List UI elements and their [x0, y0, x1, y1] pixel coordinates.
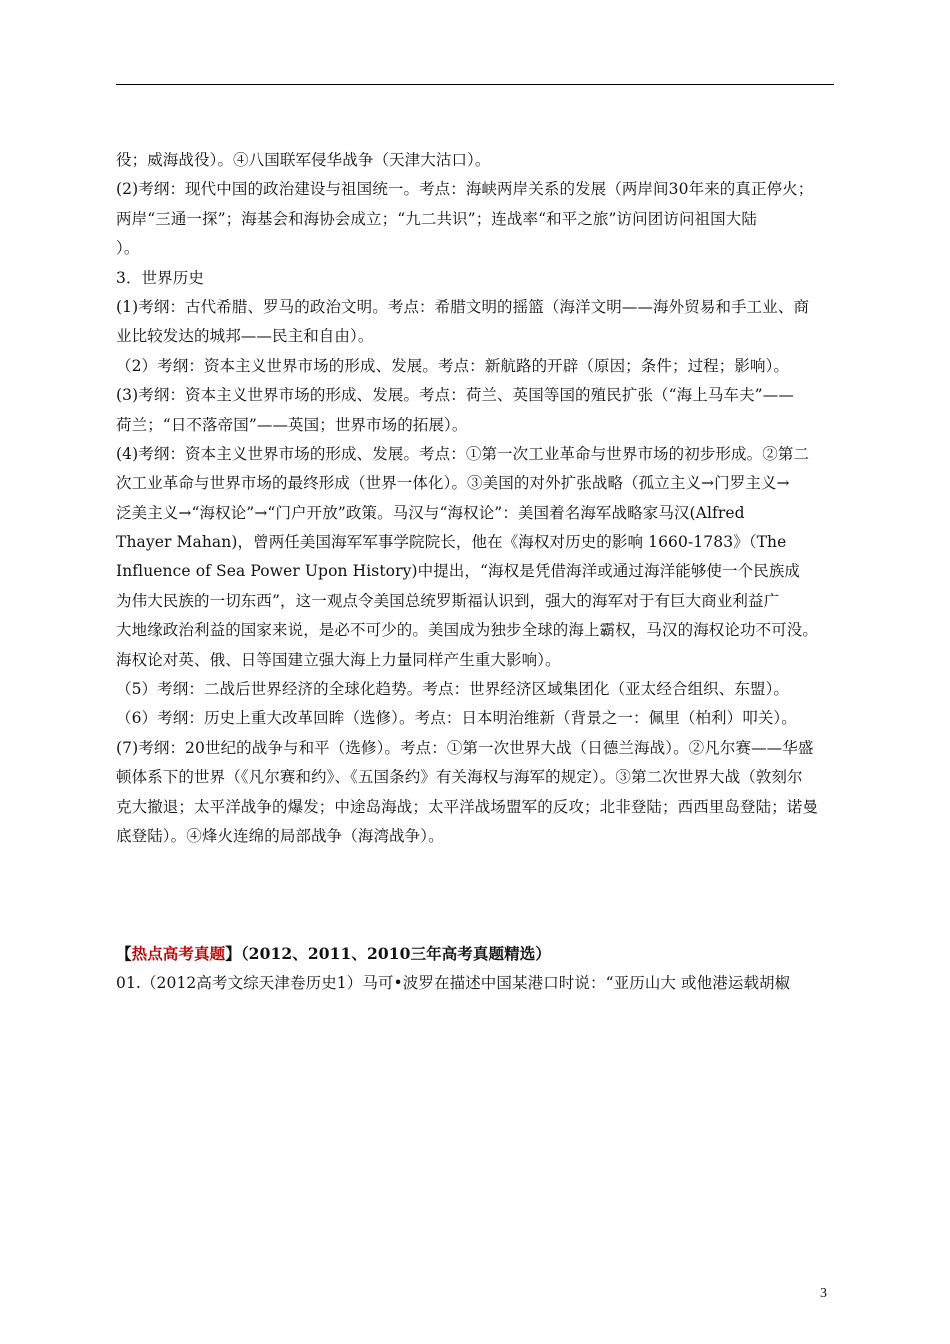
hot-exam-title: 热点高考真题: [131, 944, 226, 964]
text-line: (3)考纲：资本主义世界市场的形成、发展。考点：荷兰、英国等国的殖民扩张（“海上马车夫”——: [116, 386, 794, 405]
text-line: (1)考纲：古代希腊、罗马的政治文明。考点：希腊文明的摇篮（海洋文明——海外贸易和手工业、商: [116, 297, 810, 316]
hot-exam-heading: [116, 939, 838, 968]
text-line: （5）考纲：二战后世界经济的全球化趋势。考点：世界经济区域集团化（亚太经合组织、东盟）。: [116, 680, 790, 699]
bracket-open: 【: [116, 944, 132, 964]
section-spacer: [116, 851, 838, 939]
text-line: Thayer Mahan)，曾两任美国海军军事学院院长，他在《海权对历史的影响 1660-1783》（The: [116, 533, 787, 552]
bracket-close: 】: [225, 944, 241, 964]
text-line: （6）考纲：历史上重大改革回眸（选修）。考点：日本明治维新（背景之一：佩里（柏利）叩关）。: [116, 709, 797, 728]
text-line: 为伟大民族的一切东西”，这一观点令美国总统罗斯福认识到，强大的海军对于有巨大商业利益广: [116, 591, 780, 610]
text-line: 荷兰；“日不落帝国”——英国；世界市场的拓展）。: [116, 415, 468, 434]
text-line: （2）考纲：资本主义世界市场的形成、发展。考点：新航路的开辟（原因；条件；过程；影响）。: [116, 356, 790, 375]
text-line: 役；威海战役）。④八国联军侵华战争（天津大沽口）。: [116, 151, 491, 169]
text-line: 泛美主义→“海权论”→“门户开放”政策。马汉与“海权论”：美国着名海军战略家马汉(Alfred: [116, 503, 745, 522]
text-line: 次工业革命与世界市场的最终形成（世界一体化）。③美国的对外扩张战略（孤立主义→门罗主义→: [116, 474, 790, 493]
text-line: Influence of Sea Power Upon History)中提出，“海权是凭借海洋或通过海洋能够使一个民族成: [116, 562, 801, 581]
text-line: (2)考纲：现代中国的政治建设与祖国统一。考点：海峡两岸关系的发展（两岸间30年来的真正停火；: [116, 180, 814, 199]
header-rule: [116, 84, 834, 85]
text-line: 两岸“三通一探”；海基会和海协会成立；“九二共识”；连战率“和平之旅”访问团访问祖国大陆: [116, 209, 757, 228]
text-line: 大地缘政治利益的国家来说，是必不可少的。美国成为独步全球的海上霸权，马汉的海权论功不可没。: [116, 621, 819, 640]
page-number: 3: [820, 1286, 827, 1301]
text-line: (7)考纲：20世纪的战争与和平（选修）。考点：①第一次世界大战（日德兰海战）。②凡尔赛——华盛: [116, 738, 814, 757]
section-heading: 3．世界历史: [116, 268, 204, 287]
text-line: (4)考纲：资本主义世界市场的形成、发展。考点：①第一次工业革命与世界市场的初步形成。②第二: [116, 444, 810, 463]
text-line: 底登陆）。④烽火连绵的局部战争（海湾战争）。: [116, 826, 444, 845]
text-line: 克大撤退；太平洋战争的爆发；中途岛海战；太平洋战场盟军的反攻；北非登陆；西西里岛登陆；诺曼: [116, 797, 819, 816]
document-body: [116, 146, 838, 998]
text-line: 顿体系下的世界（《凡尔赛和约》、《五国条约》有关海权与海军的规定）。③第二次世界大战（敦刻尔: [116, 768, 803, 787]
text-line: ）。: [116, 239, 140, 258]
question-line: 01.（2012高考文综天津卷历史1）马可•波罗在描述中国某港口时说：“亚历山大 或他港运载胡椒: [116, 973, 791, 992]
text-line: 海权论对英、俄、日等国建立强大海上力量同样产生重大影响）。: [116, 650, 561, 669]
text-line: 业比较发达的城邦——民主和自由）。: [116, 327, 374, 346]
hot-exam-subtitle: （2012、2011、2010三年高考真题精选）: [240, 944, 551, 964]
